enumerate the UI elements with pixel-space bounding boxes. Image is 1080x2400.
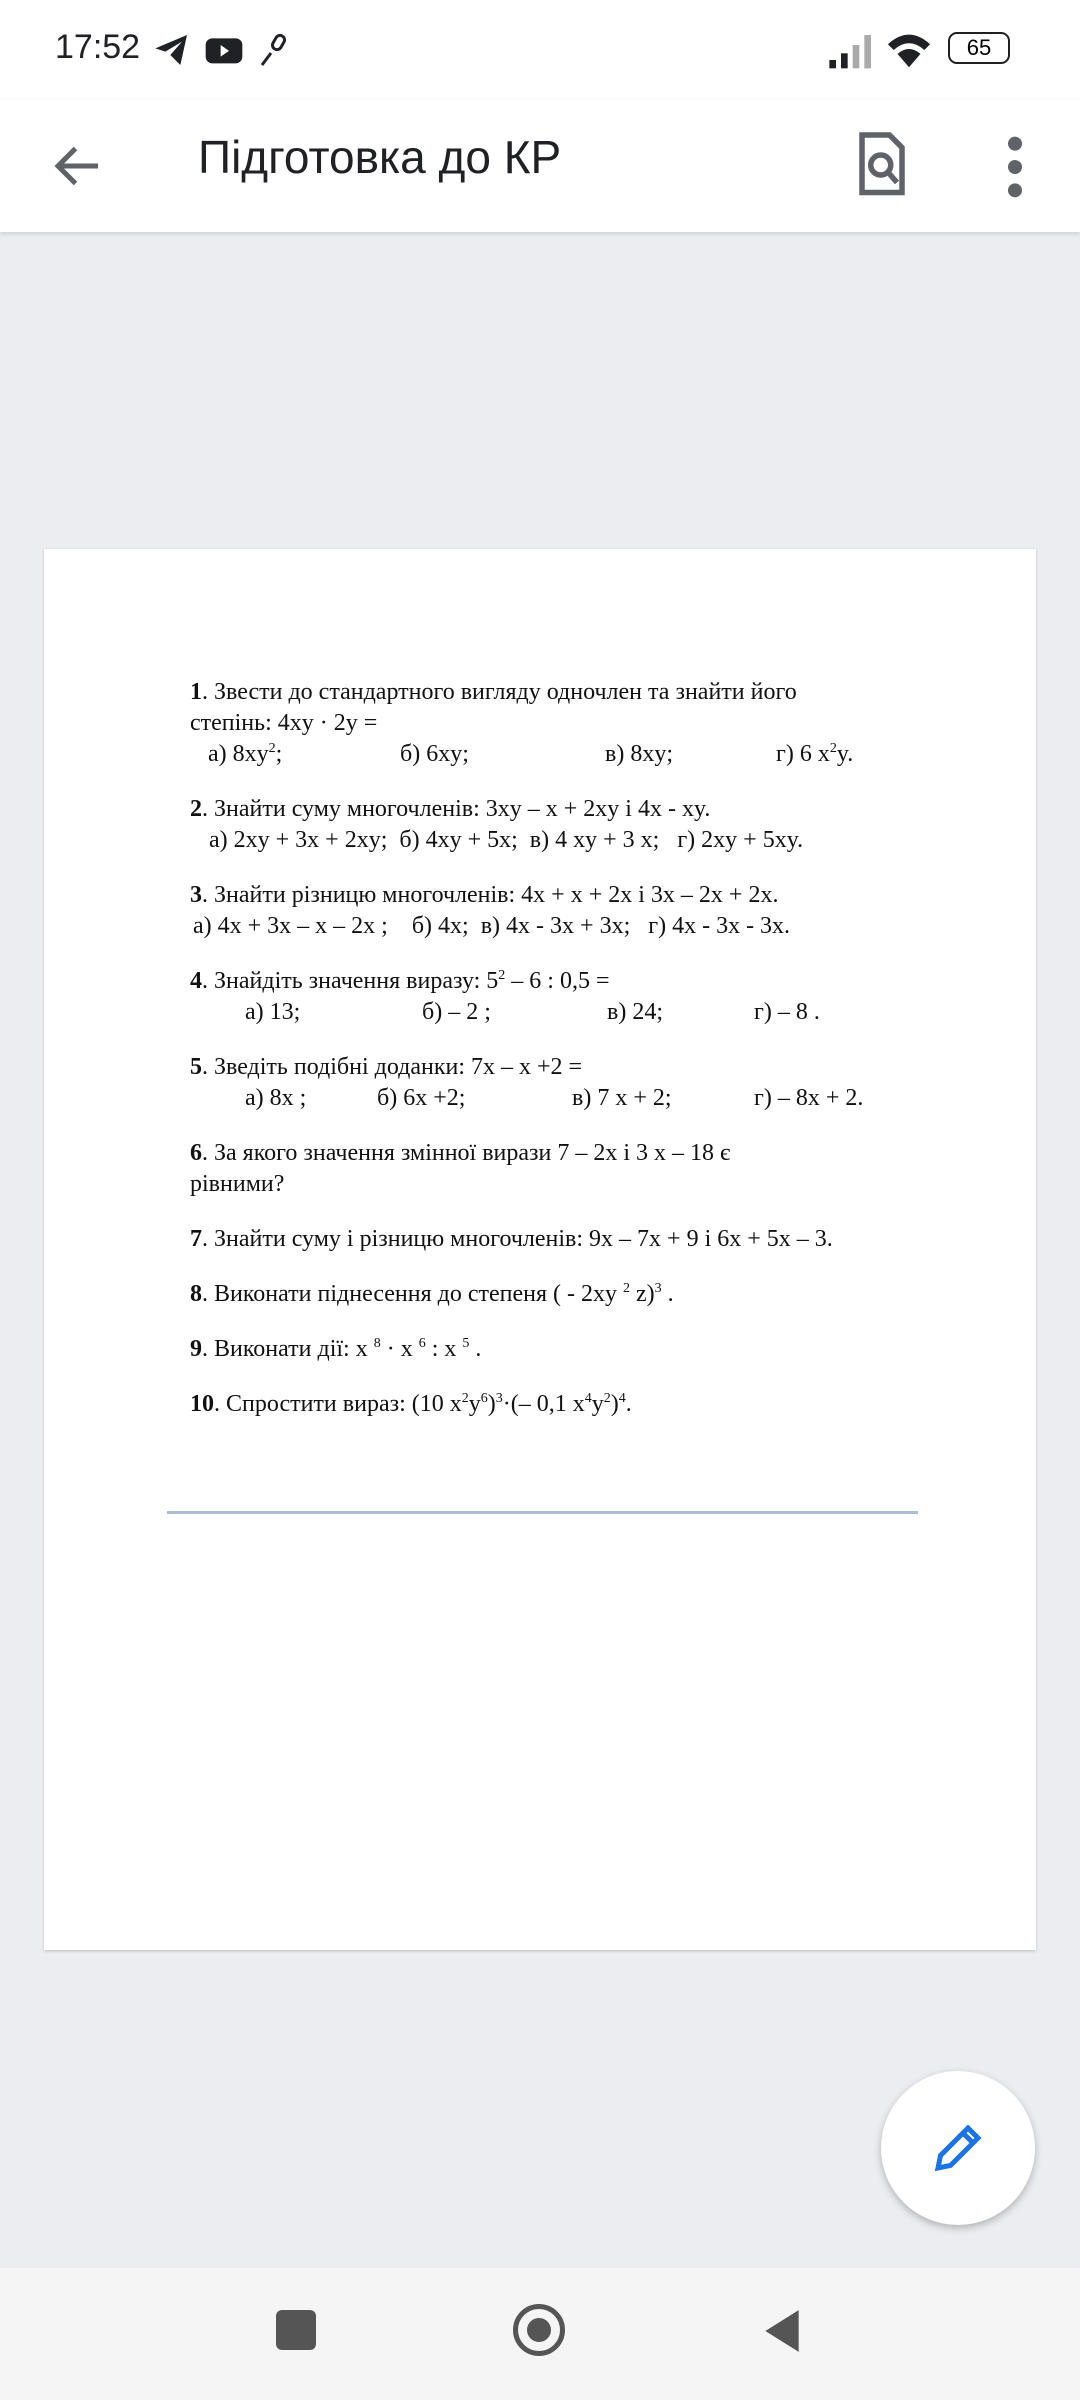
answer-option: г) – 8x + 2. xyxy=(754,1085,864,1111)
find-in-page-icon[interactable] xyxy=(852,130,912,200)
answer-option: в) 8xy; xyxy=(605,741,673,767)
answer-option: б) – 2 ; xyxy=(422,999,491,1025)
question-3 xyxy=(190,880,950,942)
status-bar xyxy=(0,0,1080,100)
superscript: 2 xyxy=(623,1281,631,1296)
youtube-icon xyxy=(204,30,244,70)
question-10 xyxy=(190,1389,950,1420)
signal-icon xyxy=(826,30,876,70)
superscript: 6 xyxy=(480,1391,488,1406)
question-text: 7. Знайти суму і різницю многочленів: 9x – 7x + 9 і 6x + 5x – 3. xyxy=(190,1226,833,1252)
question-2 xyxy=(190,794,950,856)
answer-options: а) 2xy + 3x + 2xy; б) 4xy + 5x; в) 4 xy + 3 x; г) 2xy + 5xy. xyxy=(209,827,804,853)
answer-options: а) 4x + 3x – x – 2x ; б) 4x; в) 4x - 3x + 3x; г) 4x - 3x - 3x. xyxy=(193,913,791,939)
question-text: 4. Знайдіть значення виразу: $5^2 - 6$ : 0,5 = xyxy=(190,968,610,994)
question-6 xyxy=(190,1138,950,1200)
answer-options xyxy=(190,739,950,770)
wifi-icon xyxy=(886,30,932,70)
question-number: 8 xyxy=(190,1281,202,1307)
home-button[interactable] xyxy=(513,2304,565,2356)
document-content xyxy=(190,677,950,1444)
pencil-icon xyxy=(928,2118,988,2178)
question-number: 10 xyxy=(190,1391,214,1417)
answer-option: в) 24; xyxy=(607,999,663,1025)
question-1 xyxy=(190,677,950,770)
superscript: 2 xyxy=(268,741,276,756)
superscript: 2 xyxy=(829,741,837,756)
superscript: 2 xyxy=(461,1391,469,1406)
question-text: 2. Знайти суму многочленів: 3xy – x + 2xy і 4x - xy. xyxy=(190,796,711,822)
edit-button[interactable] xyxy=(881,2071,1035,2225)
superscript: 3 xyxy=(654,1281,662,1296)
superscript: 8 xyxy=(373,1336,381,1351)
superscript: 4 xyxy=(584,1391,592,1406)
question-text: 3. Знайти різницю многочленів: 4x + x + 2x і 3x – 2x + 2x. xyxy=(190,882,779,908)
battery-indicator: 65 xyxy=(948,32,1010,64)
answer-option: в) 7 x + 2; xyxy=(572,1085,672,1111)
question-8 xyxy=(190,1279,950,1310)
question-text: 9. Виконати дії: x $^8$ · x $^6$ : x $^5$ . xyxy=(190,1336,482,1362)
question-number: 4 xyxy=(190,968,202,994)
question-number: 7 xyxy=(190,1226,202,1252)
answer-option: а) $8xy^2$; xyxy=(208,741,283,767)
question-7 xyxy=(190,1224,950,1255)
telegram-icon xyxy=(152,30,192,70)
question-5 xyxy=(190,1052,950,1114)
superscript: 5 xyxy=(462,1336,470,1351)
answer-option: б) 6x +2; xyxy=(377,1085,466,1111)
question-text: 10. Спростити вираз: (10 $x^2y^6)^3\cdot(-$ 0,1 $x^4y^2)^4$. xyxy=(190,1391,632,1417)
question-text: 8. Виконати піднесення до степеня ( - 2xy $^2$ z)$^3$ . xyxy=(190,1281,674,1307)
question-number: 3 xyxy=(190,882,202,908)
app-bar xyxy=(0,100,1080,232)
answer-option: б) 6xy; xyxy=(400,741,469,767)
question-4 xyxy=(190,966,950,1028)
answer-option: г) 6 $x^2y$. xyxy=(776,741,854,767)
microphone-icon xyxy=(256,30,292,70)
question-text: 1. Звести до стандартного вигляду одночлен та знайти його xyxy=(190,679,797,705)
status-time: 17:52 xyxy=(55,28,141,66)
answer-option: а) 8x ; xyxy=(245,1085,307,1111)
answer-option: г) – 8 . xyxy=(754,999,820,1025)
question-number: 6 xyxy=(190,1140,202,1166)
document-page xyxy=(44,549,1036,1950)
superscript: 2 xyxy=(603,1391,611,1406)
question-number: 1 xyxy=(190,679,202,705)
document-title: Підготовка до КР xyxy=(198,131,562,183)
system-nav-bar xyxy=(0,2268,1080,2400)
question-text: 6. За якого значення змінної вирази 7 – 2x і 3 x – 18 є xyxy=(190,1140,731,1166)
answer-option: а) 13; xyxy=(245,999,301,1025)
superscript: 3 xyxy=(495,1391,503,1406)
recents-button[interactable] xyxy=(276,2310,316,2350)
page-divider xyxy=(167,1511,918,1514)
question-9 xyxy=(190,1334,950,1365)
question-number: 9 xyxy=(190,1336,202,1362)
question-text: рівними? xyxy=(190,1171,285,1197)
superscript: 6 xyxy=(418,1336,426,1351)
superscript: 4 xyxy=(618,1391,626,1406)
answer-options xyxy=(190,997,950,1028)
superscript: 2 xyxy=(498,968,506,983)
question-text: степінь: 4xy · 2y = xyxy=(190,710,378,736)
more-options-icon[interactable] xyxy=(1000,132,1030,202)
back-arrow-icon[interactable] xyxy=(48,136,108,196)
question-text: 5. Зведіть подібні доданки: 7x – x +2 = xyxy=(190,1054,583,1080)
back-nav-button[interactable] xyxy=(760,2306,804,2356)
answer-options xyxy=(190,1083,950,1114)
question-number: 2 xyxy=(190,796,202,822)
question-number: 5 xyxy=(190,1054,202,1080)
